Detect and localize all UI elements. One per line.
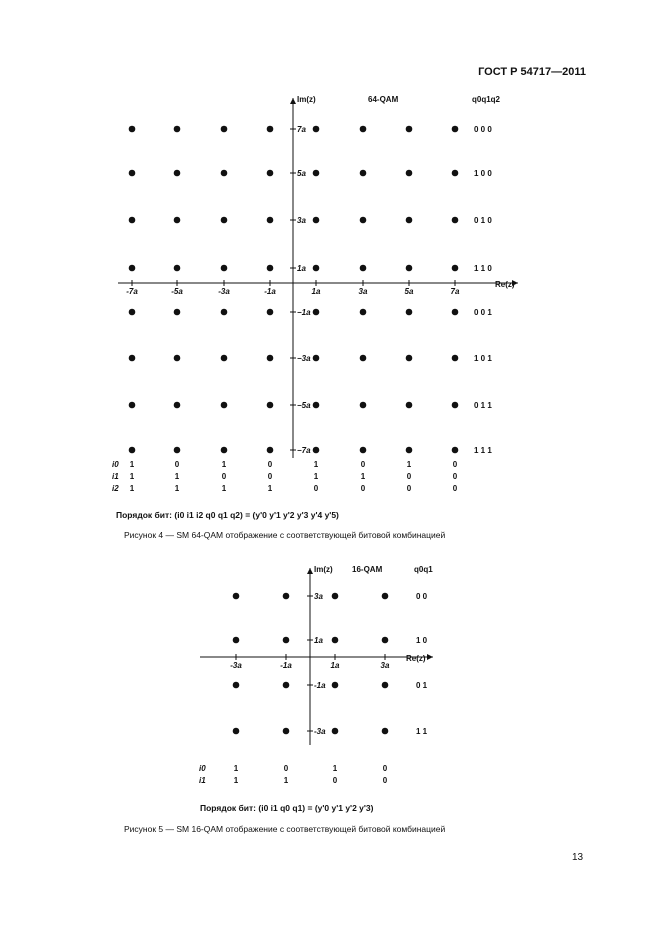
q-bits-row: 1 1 1 [474,446,492,455]
i-bit-label: i0 [112,460,119,469]
q-bits-row: 1 1 0 [474,264,492,273]
figure-4-caption: Рисунок 4 — SM 64-QAM отображение с соответствующей битовой комбинацией [124,530,446,540]
i-bit-value: 0 [382,776,388,785]
q-bits-row: 0 1 0 [474,216,492,225]
i-bit-value: 1 [221,460,227,469]
constellation-point [233,637,240,644]
q-bits-row: 0 1 1 [474,401,492,410]
y-tick-label: −1a [297,308,311,317]
y-tick-label: 7a [297,125,306,134]
constellation-point [283,728,290,735]
i-bit-label: i0 [199,764,206,773]
i-bit-value: 0 [283,764,289,773]
i-bit-value: 1 [174,484,180,493]
constellation-point [382,637,389,644]
i-bit-label: i1 [199,776,206,785]
i-bit-value: 1 [360,472,366,481]
constellation-point [233,728,240,735]
re-axis-arrow [427,654,433,660]
constellation-point [233,593,240,600]
i-bit-value: 1 [283,776,289,785]
x-tick-label: 5a [404,287,414,296]
constellation-point [382,593,389,600]
constellation-point [332,682,339,689]
document-header: ГОСТ Р 54717—2011 [478,66,586,78]
x-tick-label: -1a [264,287,276,296]
i-bit-value: 1 [267,484,273,493]
i-bit-value: 0 [382,764,388,773]
figure-5-caption: Рисунок 5 — SM 16-QAM отображение с соответствующей битовой комбинацией [124,824,446,834]
i-bit-value: 1 [129,460,135,469]
x-tick-label: 3a [358,287,368,296]
y-tick-label: −3a [297,354,311,363]
y-tick-label: -3a [314,727,326,736]
i-bit-value: 1 [174,472,180,481]
y-tick-label: -1a [314,681,326,690]
x-tick-label: -3a [218,287,230,296]
re-axis-label: Re(z) [495,280,515,289]
constellation-point [283,637,290,644]
q-bits-row: 1 0 1 [474,354,492,363]
y-tick-label: 3a [297,216,306,225]
x-tick-label: 3a [380,661,390,670]
x-tick-label: -5a [171,287,183,296]
i-bit-label: i1 [112,472,119,481]
i-bit-value: 1 [313,460,319,469]
i-bit-value: 1 [233,764,239,773]
x-tick-label: 7a [450,287,460,296]
y-tick-label: 3a [314,592,323,601]
i-bit-value: 1 [406,460,412,469]
i-bit-value: 0 [452,472,458,481]
i-bit-value: 0 [174,460,180,469]
i-bit-value: 1 [129,484,135,493]
x-tick-label: -3a [230,661,242,670]
figure-title: 16-QAM [352,565,383,574]
i-bit-value: 0 [313,484,319,493]
q-bits-row: 1 0 [416,636,428,645]
q-bits-row: 0 0 1 [474,308,492,317]
page-number: 13 [572,852,584,863]
re-axis-label: Re(z) [406,654,426,663]
i-bit-value: 0 [332,776,338,785]
y-tick-label: −5a [297,401,311,410]
im-axis-label: Im(z) [314,565,333,574]
y-tick-label: 5a [297,169,306,178]
i-bit-value: 0 [406,472,412,481]
i-bit-value: 0 [267,472,273,481]
constellation-point [283,682,290,689]
i-bit-label: i2 [112,484,119,493]
q-bits-row: 1 1 [416,727,428,736]
q-bits-row: 0 0 [416,592,428,601]
figure-4-bit-order: Порядок бит: (i0 i1 i2 q0 q1 q2) = (y'0 y'1 y'2 y'3 y'4 y'5) [116,510,339,520]
x-tick-label: -1a [280,661,292,670]
i-bit-value: 0 [452,484,458,493]
q-bits-row: 1 0 0 [474,169,492,178]
i-bit-value: 0 [267,460,273,469]
i-bit-value: 0 [452,460,458,469]
im-axis-label: Im(z) [297,95,316,104]
i-bit-value: 0 [406,484,412,493]
y-tick-label: 1a [297,264,306,273]
constellation-point [382,682,389,689]
q-bits-header: q0q1 [414,565,433,574]
constellation-point [382,728,389,735]
q-bits-row: 0 0 0 [474,125,492,134]
constellation-point [233,682,240,689]
i-bit-value: 1 [221,484,227,493]
constellation-point [332,593,339,600]
x-tick-label: -7a [126,287,138,296]
i-bit-value: 1 [233,776,239,785]
i-bit-value: 1 [313,472,319,481]
i-bit-value: 0 [360,484,366,493]
figure-title: 64-QAM [368,95,399,104]
i-bit-value: 0 [360,460,366,469]
q-bits-row: 0 1 [416,681,428,690]
i-bit-value: 1 [129,472,135,481]
i-bit-value: 0 [221,472,227,481]
constellation-point [332,637,339,644]
x-tick-label: 1a [330,661,340,670]
im-axis-arrow [307,568,313,574]
i-bit-value: 1 [332,764,338,773]
q-bits-header: q0q1q2 [472,95,501,104]
y-tick-label: −7a [297,446,311,455]
y-tick-label: 1a [314,636,323,645]
constellation-point [283,593,290,600]
figure-5-bit-order: Порядок бит: (i0 i1 q0 q1) = (y'0 y'1 y'2 y'3) [200,803,374,813]
x-tick-label: 1a [311,287,321,296]
constellation-point [332,728,339,735]
